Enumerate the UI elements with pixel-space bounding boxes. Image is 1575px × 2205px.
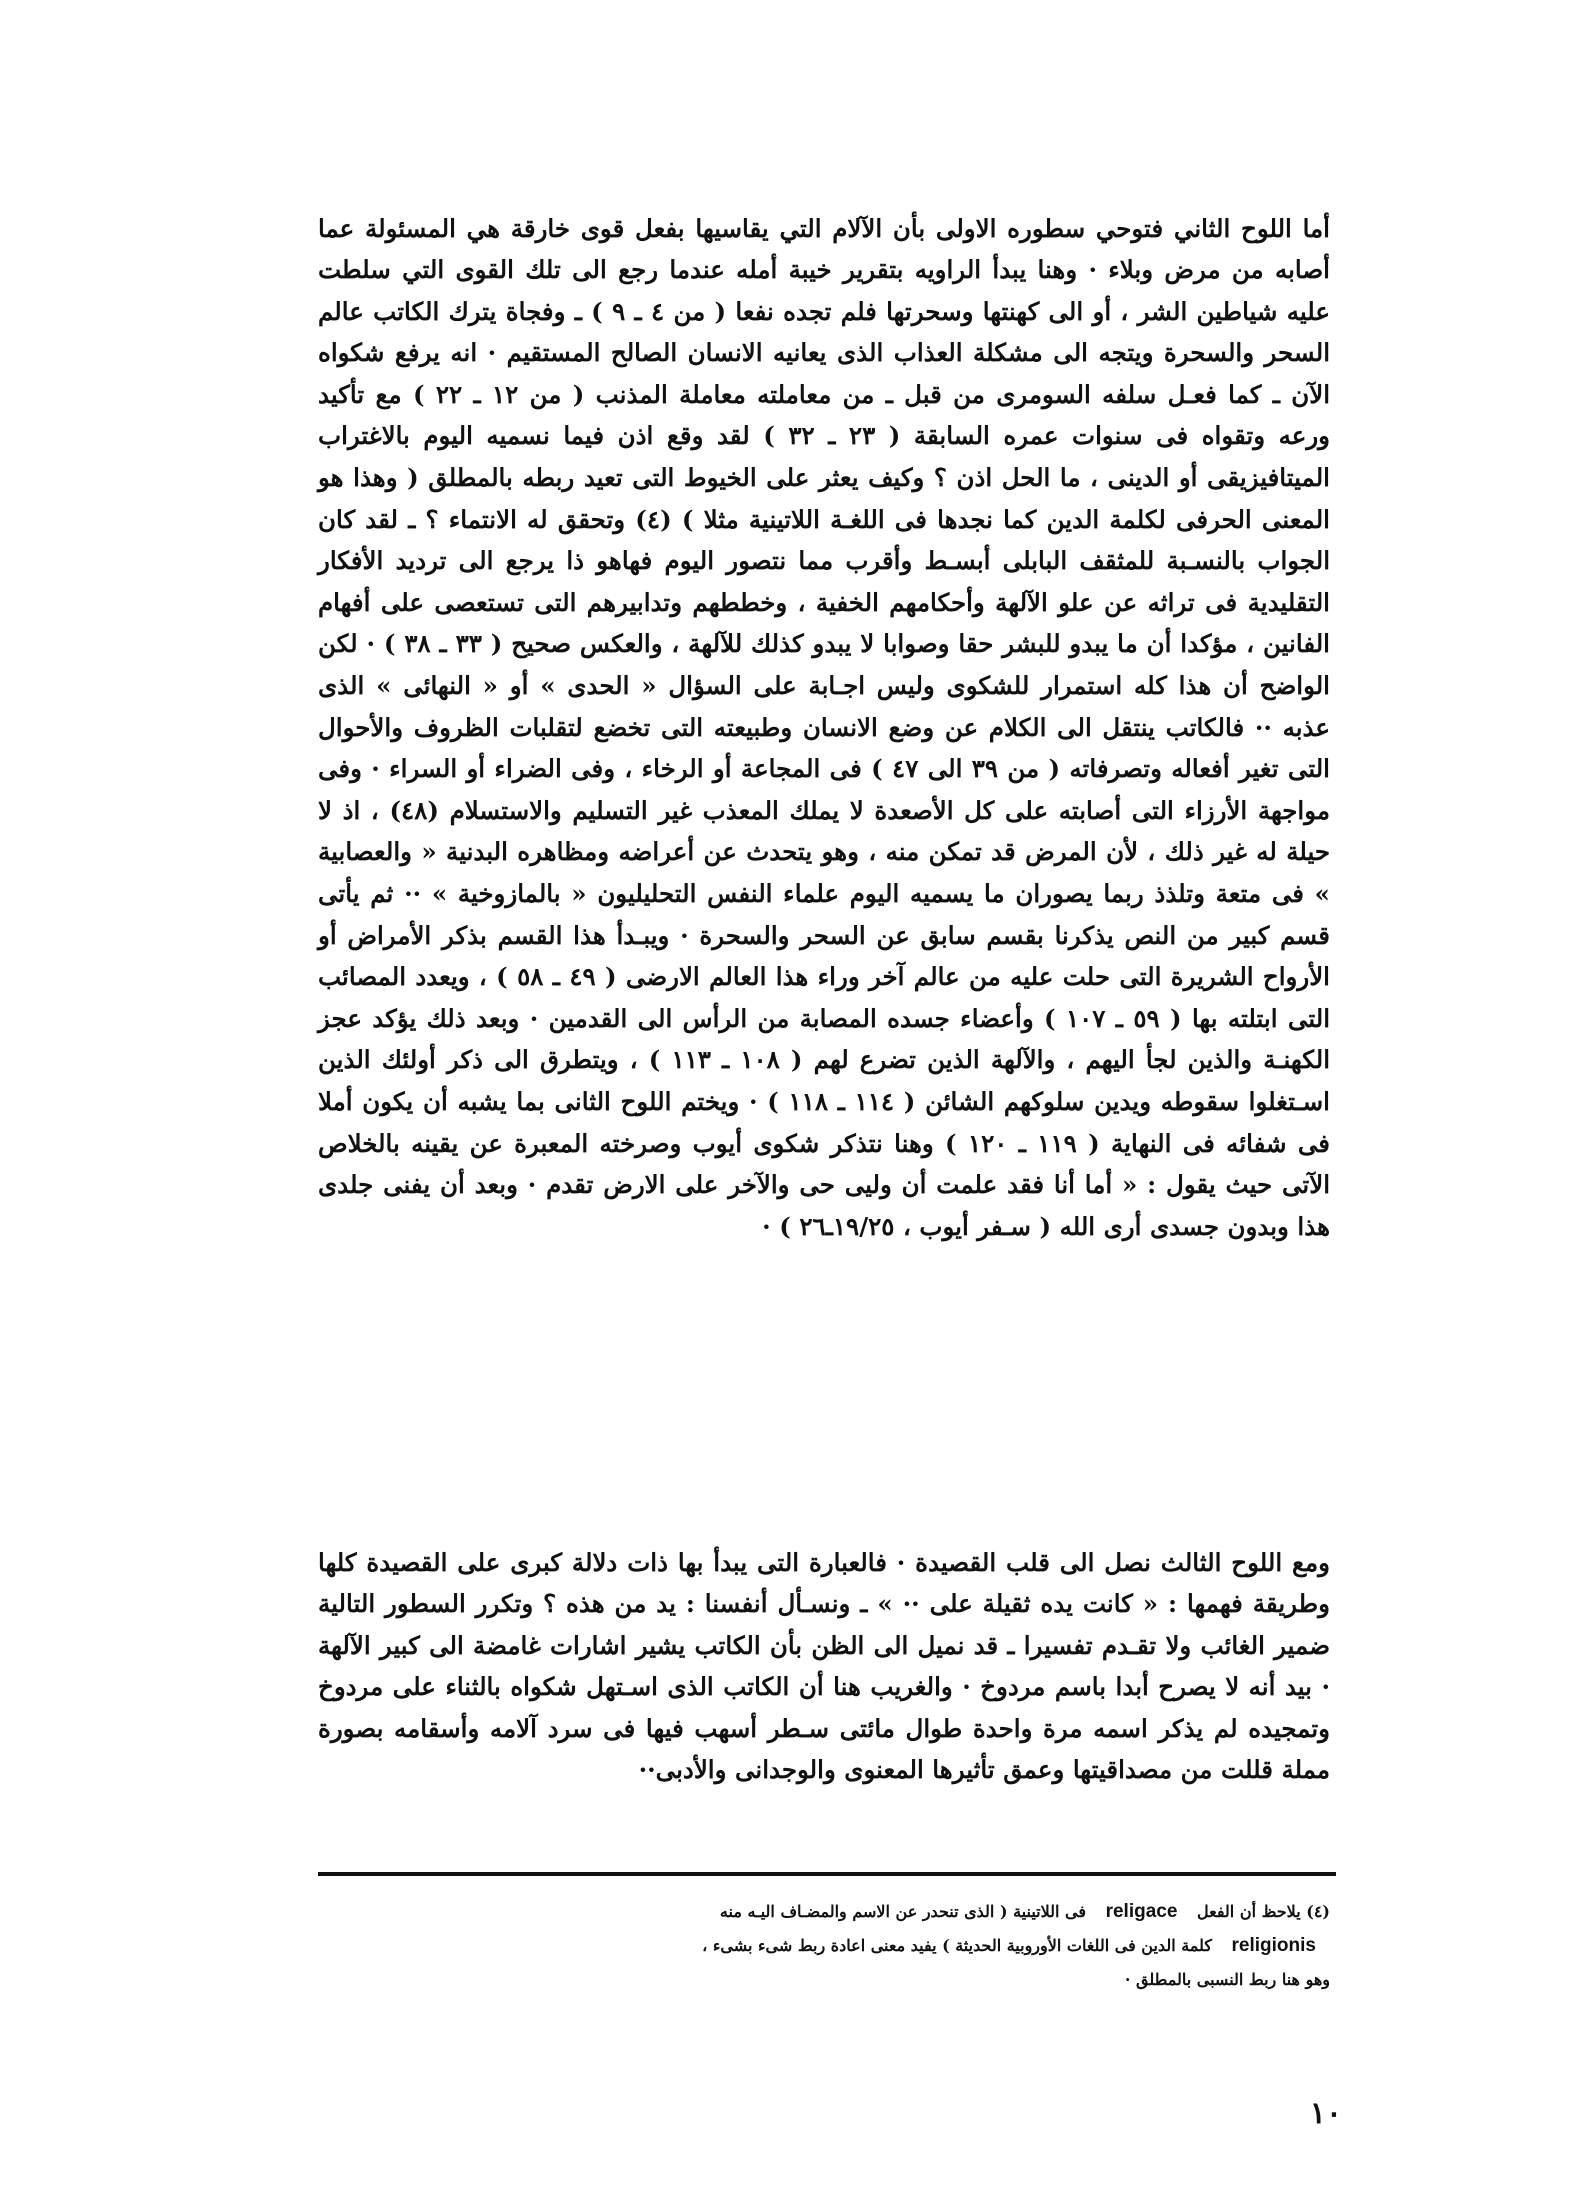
footnote-divider — [318, 1872, 1336, 1876]
footnote-line-2 — [318, 1929, 1330, 1963]
footnote-latin-term-2: religionis — [1231, 1935, 1316, 1956]
body-paragraph-2: ومع اللوح الثالث نصل الى قلب القصيدة · فالعبارة التى يبدأ بها ذات دلالة كبرى على القصيدة كلها وطريقة فهمها : « كانت يده ثقيلة على ·· » ـ ونسـأل أنفسنا : يد من هذه ؟ وتكرر السطور التالية ضمير الغائب ولا تقـدم تفسيرا ـ قد نميل الى الظن بأن الكاتب يشير اشارات غامضة الى كبير الآلهة · بيد أنه لا يصرح أبدا باسم مردوخ · والغريب هنا أن الكاتب الذى اسـتهل شكواه بالثناء على مردوخ وتمجيده لم يذكر اسمه مرة واحدة طوال مائتى سـطر أسهب فيها فى سرد آلامه وأسقامه بصورة مملة قللت من مصداقيتها وعمق تأثيرها المعنوى والوجدانى والأدبى·· — [318, 1547, 1330, 1785]
body-paragraph-1: أما اللوح الثاني فتوحي سطوره الاولى بأن الآلام التي يقاسيها بفعل قوى خارقة هي المسئولة عما أصابه من مرض وبلاء · وهنا يبدأ الراويه بتقرير خيبة أمله عندما رجع الى تلك القوى التي سلطت عليه شياطين الشر ، أو الى كهنتها وسحرتها فلم تجده نفعا ( من ٤ ـ ٩ ) ـ وفجاة يترك الكاتب عالم السحر والسحرة ويتجه الى مشكلة العذاب الذى يعانيه الانسان الصالح المستقيم · انه يرفع شكواه الآن ـ كما فعـل سلفه السومرى من قبل ـ من معاملته معاملة المذنب ( من ١٢ ـ ٢٢ ) مع تأكيد ورعه وتقواه فى سنوات عمره السابقة ( ٢٣ ـ ٣٢ ) لقد وقع اذن فيما نسميه اليوم بالاغتراب الميتافيزيقى أو الدينى ، ما الحل اذن ؟ وكيف يعثر على الخيوط التى تعيد ربطه بالمطلق ( وهذا هو المعنى الحرفى لكلمة الدين كما نجدها فى اللغـة اللاتينية مثلا ) (٤) وتحقق له الانتماء ؟ ـ لقد كان الجواب بالنسـبة للمثقف البابلى أبسـط وأقرب مما نتصور اليوم فهاهو ذا يرجع الى ترديد الأفكار التقليدية فى تراثه عن علو الآلهة وأحكامهم الخفية ، وخططهم وتدابيرهم التى تستعصى على أفهام الفانين ، مؤكدا أن ما يبدو للبشر حقا وصوابا لا يبدو كذلك للآلهة ، والعكس صحيح ( ٣٣ ـ ٣٨ ) · لكن الواضح أن هذا كله استمرار للشكوى وليس اجـابة على السؤال « الحدى » أو « النهائى » الذى عذبه ·· فالكاتب ينتقل الى الكلام عن وضع الانسان وطبيعته التى تخضع لتقلبات الظروف والأحوال التى تغير أفعاله وتصرفاته ( من ٣٩ الى ٤٧ ) فى المجاعة أو الرخاء ، وفى الضراء أو السراء · وفى مواجهة الأرزاء التى أصابته على كل الأصعدة لا يملك المعذب غير التسليم والاستسلام (٤٨) ، اذ لا حيلة له غير ذلك ، لأن المرض قد تمكن منه ، وهو يتحدث عن أعراضه ومظاهره البدنية « والعصابية » فى متعة وتلذذ ربما يصوران ما يسميه اليوم علماء النفس التحليليون « بالمازوخية » ·· ثم يأتى قسم كبير من النص يذكرنا بقسم سابق عن السحر والسحرة · ويبـدأ هذا القسم بذكر الأمراض أو الأرواح الشريرة التى حلت عليه من عالم آخر وراء هذا العالم الارضى ( ٤٩ ـ ٥٨ ) ، ويعدد المصائب التى ابتلته بها ( ٥٩ ـ ١٠٧ ) وأعضاء جسده المصابة من الرأس الى القدمين · وبعد ذلك يؤكد عجز الكهنـة والذين لجأ اليهم ، والآلهة الذين تضرع لهم ( ١٠٨ ـ ١١٣ ) ، ويتطرق الى ذكر أولئك الذين اسـتغلوا سقوطه ويدين سلوكهم الشائن ( ١١٤ ـ ١١٨ ) · ويختم اللوح الثانى بما يشبه أن يكون أملا فى شفائه فى النهاية ( ١١٩ ـ ١٢٠ ) وهنا نتذكر شكوى أيوب وصرخته المعبرة عن يقينه بالخلاص الآتى حيث يقول : « أما أنا فقد علمت أن وليى حى والآخر على الارض تقدم · وبعد أن يفنى جلدى هذا وبدون جسدى أرى الله ( سـفر أيوب ، ١٩/٢٥ـ٢٦ ) · — [318, 213, 1331, 1241]
footnote-line-3 — [318, 1963, 1330, 1997]
footnote-text-part2: فى اللاتينية ( الذى تنحدر عن الاسم والمضـاف اليـه منه — [719, 1902, 1087, 1921]
footnote-text-part4: وهو هنا ربط النسبى بالمطلق · — [1124, 1970, 1330, 1989]
footnote — [318, 1895, 1330, 1997]
footnote-latin-term-1: religace — [1105, 1901, 1178, 1922]
footnote-text-part3: كلمة الدين فى اللغات الأوروبية الحديثة ) يفيد معنى اعادة ربط شىء بشىء ، — [702, 1936, 1212, 1955]
footnote-marker: (٤) — [1306, 1902, 1330, 1921]
footnote-text-part1: يلاحظ أن الفعل — [1197, 1902, 1301, 1921]
footnote-line-1 — [318, 1895, 1330, 1929]
page-number: ١٠ — [1309, 2096, 1342, 2131]
